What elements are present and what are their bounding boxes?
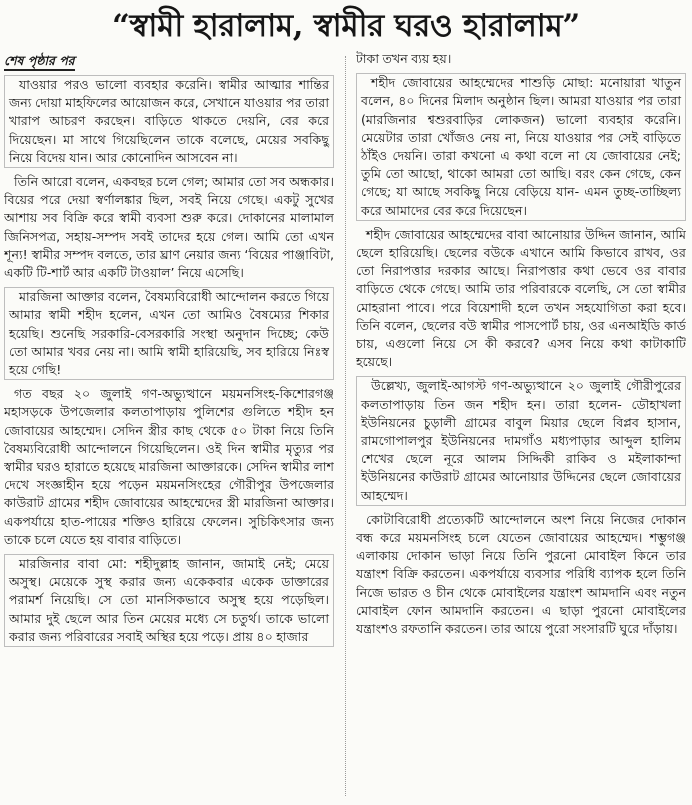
right-column [356, 50, 686, 800]
article-headline: “স্বামী হারালাম, স্বামীর ঘরও হারালাম” [112, 8, 580, 44]
paragraph: তিনি আরো বলেন, একবছর চলে গেল; আমার তো সব অন্ধকার। বিয়ের পরে দেয়া স্বর্ণালঙ্কার ছিল, সবই নিয়ে গেছে। একটু সুখের আশায় সব বিক্রি করে স্বামী ব্যবসা শুরু করে। দোকানের মালামাল জিনিসপত্র, সহায়-সম্পদ সবই তাদের হয়ে গেল। আমি তো এখন শূন্য! স্বামীর সম্পদ বলতে, তার ঘ্রাণ নেয়ার জন্য ‘বিয়ের পাঞ্জাবিটা, একটি টি-শার্ট আর একটি টাওয়াল’ নিয়ে এসেছি। [4, 174, 334, 281]
paragraph: মারজিনার বাবা মো: শহীদুল্লাহ জানান, জামাই নেই; মেয়ে অসুস্থ। মেয়েকে সুস্থ করার জন্য একেকবার একেক ডাক্তারের পরামর্শ নিয়েছি। সে তো মানসিকভাবে অসুস্থ হয়ে পড়েছিল। আমার দুই ছেলে আর তিন মেয়ের মধ্যে সে চতুর্থ। তাকে ভালো করার জন্য পরিবারের সবাই অস্থির হয়ে পড়ে। প্রায় ৪০ হাজার [4, 554, 334, 647]
paragraph: টাকা তখন ব্যয় হয়। [356, 51, 452, 66]
continued-label: শেষ পৃষ্ঠার পর [4, 53, 75, 71]
paragraph: মারজিনা আক্তার বলেন, বৈষম্যবিরোধী আন্দোলন করতে গিয়ে আমার স্বামী শহীদ হলেন, এখন তো আমিও বৈষম্যের শিকার হয়েছি। শুনেছি সরকারি-বেসরকারি সংস্থা অনুদান দিচ্ছে; কেউ তো আমার খবর নেয় না। আমি স্বামী হারিয়েছি, সব হারিয়ে নিঃস্ব হয়ে গেছি! [4, 287, 334, 380]
paragraph: গত বছর ২০ জুলাই গণ-অভ্যুত্থানে ময়মনসিংহ-কিশোরগঞ্জ মহাসড়কে উপজেলার কলতাপাড়ায় পুলিশের গুলিতে শহীদ হন জোবায়ের আহম্মেদ। সেদিন স্ত্রীর কাছ থেকে ৫০ টাকা নিয়ে তিনি বৈষম্যবিরোধী আন্দোলনে গিয়েছিলেন। ওই দিন স্বামীর মৃত্যুর পর স্বামীর ঘরও হারাতে হয়েছে মারজিনা আক্তারকে। সেদিন স্বামীর লাশ দেখে সংজ্ঞাহীন হয়ে পড়েন ময়মনসিংহের গৌরীপুর উপজেলার কাউরাট গ্রামের শহীদ জোবায়ের আহম্মেদের স্ত্রী মারজিনা আক্তার। একপর্যায়ে হাত-পায়ের শক্তিও হারিয়ে ফেলেন। সুচিকিৎসার জন্য তাকে চলে যেতে হয় বাবার বাড়িতে। [4, 386, 334, 547]
column-divider [345, 56, 346, 796]
paragraph: শহীদ জোবায়ের আহম্মেদের শাশুড়ি মোছা: মনোয়ারা খাতুন বলেন, ৪০ দিনের মিলাদ অনুষ্ঠান ছিল। আমরা যাওয়ার পর তারা (মারজিনার শ্বশুরবাড়ির লোকজন) ভালো ব্যবহার করেনি। মেয়েটার তারা খোঁজও নেয় না, নিয়ে যাওয়ার পর সেই বাড়িতে ঠাঁইও দেয়নি। তারা কখনো এ কথা বলে না যে জোবায়ের নেই; তুমি তো আছো, থাকো আমরা তো আছি। বরং কেন গেছে, কেন গেছে; যা আছে সবকিছু নিয়ে বেড়িয়ে যান- এমন তুচ্ছ-তাচ্ছিল্য করে আমাদের বের করে দিয়েছেন। [356, 73, 686, 221]
left-column [4, 50, 334, 800]
paragraph: শহীদ জোবায়ের আহম্মেদের বাবা আনোয়ার উদ্দিন জানান, আমি ছেলে হারিয়েছি। ছেলের বউকে এখানে আমি কিভাবে রাখব, ওর তো নিরাপত্তার দরকার আছে। নিরাপত্তার কথা ভেবে ওর বাবার বাড়িতে থেকে গেছে। আমি তার পরিবারকে বলেছি, সে তো স্বামীর মোহরানা পাবে। পরে বিয়েশাদী হলে তখন সহযোগিতা করা হবে। তিনি বলেন, ছেলের বউ স্বামীর পাসপোর্ট চায়, ওর এনআইডি কার্ড চায়, এগুলো নিয়ে সে কী করবে? এসব নিয়ে কথা কাটাকাটি হয়েছে। [356, 226, 686, 370]
paragraph: উল্লেখ্য, জুলাই-আগস্ট গণ-অভ্যুত্থানে ২০ জুলাই গৌরীপুরের কলতাপাড়ায় তিন জন শহীদ হন। তারা হলেন- ডৌহাখলা ইউনিয়নের চুড়ালী গ্রামের বাবুল মিয়ার ছেলে বিপ্লব হাসান, রামগোপালপুর ইউনিয়নের দামগাঁও মধ্যপাড়ার আব্দুল হালিম শেখের ছেলে নূরে আলম সিদ্দিকী রাকিব ও মইলাকান্দা ইউনিয়নের কাউরাট গ্রামের আনোয়ার উদ্দিনের ছেলে জোবায়ের আহম্মেদ। [356, 376, 686, 505]
paragraph: কোটাবিরোধী প্রত্যেকটি আন্দোলনে অংশ নিয়ে নিজের দোকান বন্ধ করে ময়মনসিংহ চলে যেতেন জোবায়ের আহম্মেদ। শম্ভুগঞ্জ এলাকায় দোকান ভাড়া নিয়ে তিনি পুরনো মোবাইল কিনে তার যন্ত্রাংশ বিক্রি করতেন। একপর্যায়ে ব্যবসার পরিধি ব্যাপক হলে তিনি নিজে ভারত ও চীন থেকে মোবাইলের যন্ত্রাংশ আমদানি এবং নতুন মোবাইল ফোন আমদানি করতেন। এ ছাড়া পুরনো মোবাইলের যন্ত্রাংশও রফতানি করতেন। তার আয়ে পুরো সংসারটি ঘুরে দাঁড়ায়। [356, 511, 686, 637]
paragraph: যাওয়ার পরও ভালো ব্যবহার করেনি। স্বামীর আত্মার শান্তির জন্য দোয়া মাহফিলের আয়োজন করে, সেখানে যাওয়ার পর তারা খারাপ আচরণ করছেন। বাড়িতে থাকতে দেয়নি, বের করে দিয়েছেন। মা সাথে গিয়েছিলেন তাকে বলেছে, মেয়ের সবকিছু নিয়ে বিদেয় যান। আর কোনোদিন আসবেন না। [4, 75, 334, 168]
